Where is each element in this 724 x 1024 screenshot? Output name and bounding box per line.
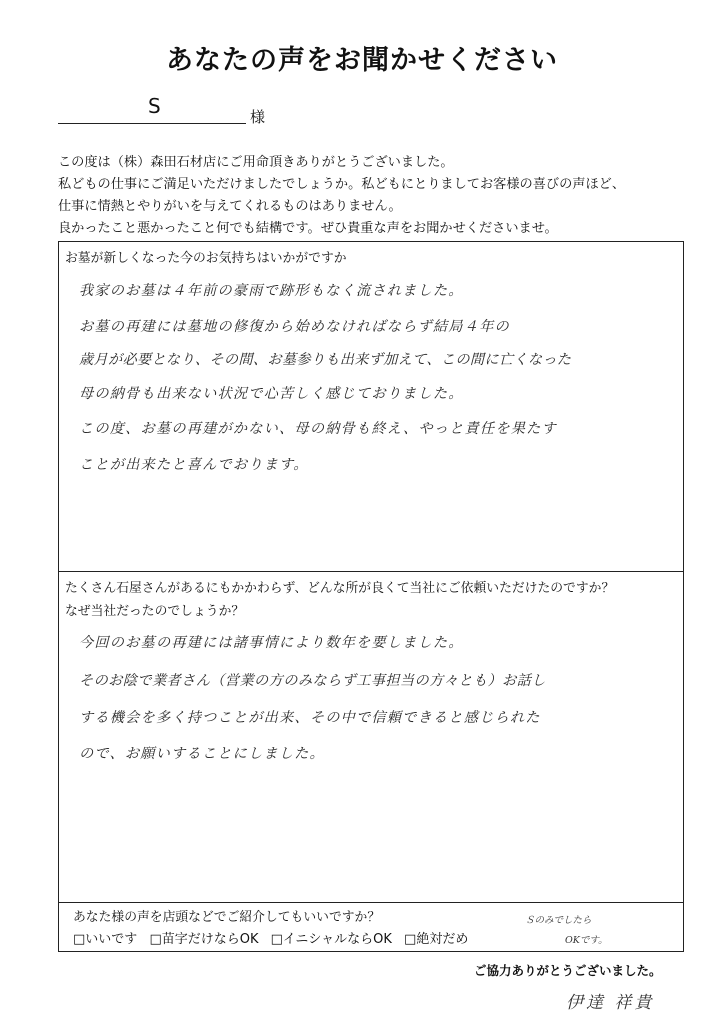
signature: 伊達 祥貴 [566,993,655,1013]
intro-line: 良かったこと悪かったこと何でも結構です。ぜひ貴重な声をお聞かせくださいませ。 [58,221,558,236]
intro-line: 私どもの仕事にご満足いただけましたでしょうか。私どもにとりましてお客様の喜びの声ほど、 [58,177,626,192]
option-initials-only[interactable]: □イニシャルならOK [270,932,392,947]
option-ok[interactable]: □いいです [73,932,138,947]
handwritten-note: Ｓのみでしたら [525,915,592,926]
question-2-label: たくさん石屋さんがあるにもかかわらず、どんな所が良くて当社にご依頼いただけたのですか？ [65,581,615,596]
recipient-underline [58,123,246,124]
page-title: あなたの声をお聞かせください [166,45,558,76]
recipient-name: S [148,94,161,118]
handwritten-note: OKです。 [565,935,608,946]
answer-1-line: 歳月が必要となり、その間、お墓参りも出来ず加えて、この間に亡くなった [79,352,572,368]
question-2-label: なぜ当社だったのでしょうか？ [65,604,245,619]
option-surname-only[interactable]: □苗字だけならOK [149,932,259,947]
intro-line: 仕事に情熱とやりがいを与えてくれるものはありません。 [58,199,402,214]
intro-text [58,152,678,240]
recipient-suffix: 様 [250,108,266,126]
answer-2-line: ので、お願いすることにしました。 [79,746,325,762]
section-divider [59,571,683,572]
consent-options [73,928,476,947]
answer-2-line: そのお陰で業者さん（営業の方のみならず工事担当の方々とも）お話し [79,673,546,689]
answer-1-line: 我家のお墓は４年前の豪雨で跡形もなく流されました。 [79,283,464,299]
recipient-field [58,96,298,126]
answer-2-line: 今回のお墓の再建には諸事情により数年を要しました。 [79,635,464,651]
question-3-label: あなた様の声を店頭などでご紹介してもいいですか？ [73,910,381,925]
intro-line: この度は（株）森田石材店にご用命頂きありがとうございました。 [58,155,454,170]
question-1-label: お墓が新しくなった今のお気持ちはいかがですか [65,251,347,266]
answer-1-line: この度、お墓の再建がかない、母の納骨も終え、やっと責任を果たす [79,421,557,437]
answer-1-line: 母の納骨も出来ない状況で心苦しく感じておりました。 [79,386,464,402]
answer-2-line: する機会を多く持つことが出来、その中で信頼できると感じられた [79,710,541,726]
option-never[interactable]: □絶対だめ [404,932,469,947]
questionnaire-box [58,241,684,952]
answer-1-line: お墓の再建には墓地の修復から始めなければならず結局４年の [79,319,510,335]
answer-1-line: ことが出来たと喜んでおります。 [79,457,309,473]
section-divider [59,902,683,903]
thanks-text: ご協力ありがとうございました。 [474,963,662,978]
